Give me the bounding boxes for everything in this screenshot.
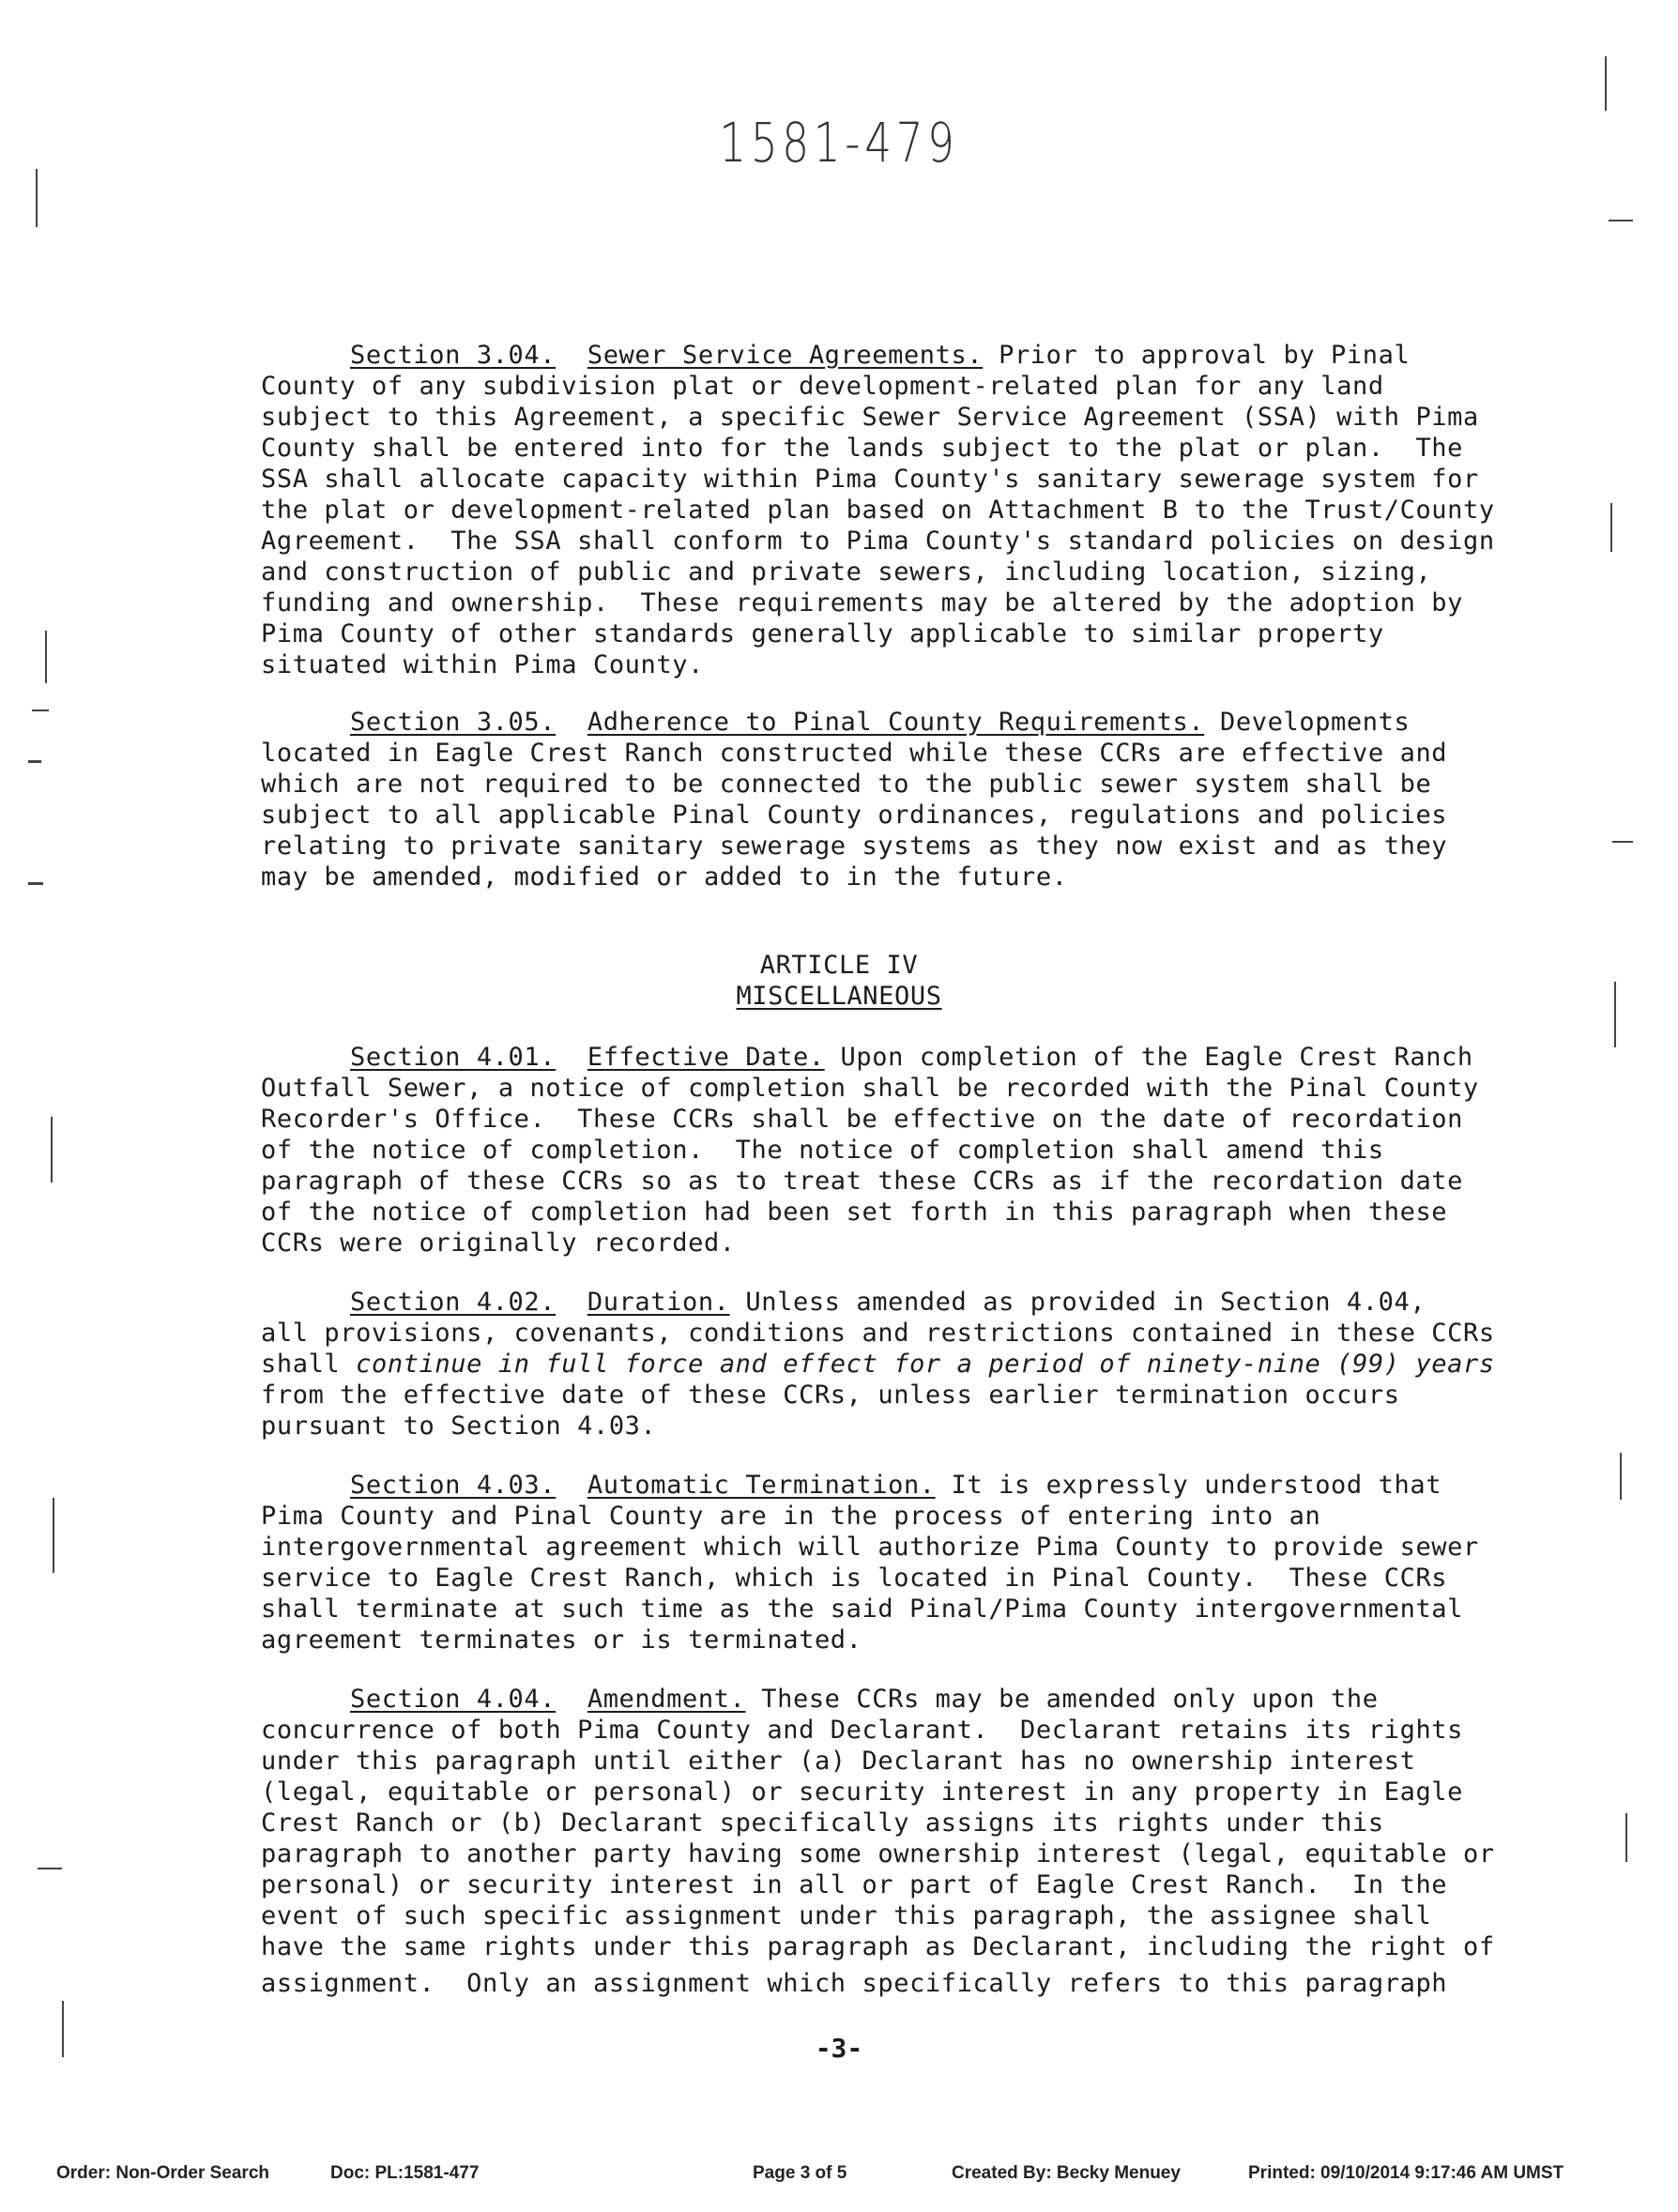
section-number: Section 4.02.: [350, 1288, 557, 1317]
section-title: Adherence to Pinal County Requirements.: [587, 708, 1205, 737]
section-3-05: Section 3.05. Adherence to Pinal County Requirements. Developments located in Eagle Crest Ranch constructed while these CCRs are effective and which are not required to be connected to the public sewer system shall be subject to all applicable Pinal County ordinances, regulations and policies relating to private sanitary sewerage systems as they now exist and as they may be amended, modified or added to in the future.: [261, 707, 1481, 892]
text-line: intergovernmental agreement which will authorize Pima County to provide sewer: [261, 1533, 1479, 1562]
section-title: Duration.: [587, 1288, 730, 1317]
text-line: have the same rights under this paragraph as Declarant, including the right of: [261, 1932, 1495, 1961]
page-number: -3-: [815, 2033, 863, 2064]
text-line: from the effective date of these CCRs, unless earlier termination occurs: [261, 1381, 1400, 1410]
section-number: Section 4.01.: [350, 1043, 557, 1072]
scan-mark: [32, 709, 49, 711]
footer-printed: Printed: 09/10/2014 9:17:46 AM UMST: [1248, 2163, 1564, 2183]
text-line: paragraph of these CCRs so as to treat these CCRs as if the recordation date: [261, 1167, 1464, 1196]
text-line: Pima County and Pinal County are in the process of entering into an: [261, 1502, 1321, 1531]
footer-doc: Doc: PL:1581-477: [330, 2163, 480, 2183]
text-line: CCRs were originally recorded.: [261, 1228, 736, 1258]
text-line: Agreement. The SSA shall conform to Pima County's standard policies on design: [261, 526, 1495, 556]
footer-created-by: Created By: Becky Menuey: [952, 2163, 1181, 2183]
print-footer: [0, 2163, 1678, 2189]
text-line: relating to private sanitary sewerage systems as they now exist and as they: [261, 831, 1448, 861]
footer-page: Page 3 of 5: [753, 2163, 847, 2183]
text-line: all provisions, covenants, conditions and restrictions contained in these CCRs: [261, 1319, 1495, 1348]
text-line: under this paragraph until either (a) Declarant has no ownership interest: [261, 1747, 1416, 1776]
scan-mark: [1605, 56, 1607, 111]
text-line: service to Eagle Crest Ranch, which is located in Pinal County. These CCRs: [261, 1564, 1448, 1593]
text-line: personal) or security interest in all or part of Eagle Crest Ranch. In the: [261, 1870, 1448, 1899]
text-line: may be amended, modified or added to in the future.: [261, 862, 1068, 892]
section-number: Section 4.04.: [350, 1685, 557, 1714]
text-line: agreement terminates or is terminated.: [261, 1625, 862, 1655]
article-number: ARTICLE IV: [759, 951, 919, 980]
section-3-04: Section 3.04. Sewer Service Agreements. Prior to approval by Pinal County of any subdivision plat or development-related plan for any land subject to this Agreement, a specific Sewer Service Agreement (SSA) with Pima County shall be entered into for the lands subject to the plat or plan. The SSA shall allocate capacity within Pima County's sanitary sewerage system for the plat or development-related plan based on Attachment B to the Trust/County Agreement. The SSA shall conform to Pima County's standard policies on design and construction of public and private sewers, including location, sizing, funding and ownership. These requirements may be altered by the adoption by Pima County of other standards generally applicable to similar property situated within Pima County.: [261, 341, 1495, 679]
scan-mark: [28, 760, 41, 763]
scan-mark: [1625, 1813, 1627, 1862]
section-title: Effective Date.: [587, 1043, 825, 1072]
text-line: subject to this Agreement, a specific Sewer Service Agreement (SSA) with Pima: [261, 403, 1479, 432]
document-number: 1581-479: [719, 111, 959, 175]
text-line: County of any subdivision plat or development-related plan for any land: [261, 372, 1384, 401]
text-line: the plat or development-related plan based on Attachment B to the Trust/County: [261, 496, 1495, 525]
scan-mark: [51, 1117, 53, 1182]
text-line: County shall be entered into for the lands subject to the plat or plan. The: [261, 434, 1464, 463]
section-title: Automatic Termination.: [587, 1471, 936, 1500]
section-number: Section 3.04.: [350, 341, 557, 370]
text-line: Recorder's Office. These CCRs shall be effective on the date of recordation: [261, 1105, 1464, 1134]
section-title: Sewer Service Agreements.: [587, 341, 984, 370]
text-line: shall terminate at such time as the said Pinal/Pima County intergovernmental: [261, 1594, 1464, 1624]
article-heading: [0, 950, 1678, 1012]
text-line: concurrence of both Pima County and Declarant. Declarant retains its rights: [261, 1716, 1464, 1745]
text-line: Pima County of other standards generally applicable to similar property: [261, 619, 1384, 648]
scan-mark: [38, 1868, 62, 1869]
text-line: of the notice of completion. The notice of completion shall amend this: [261, 1136, 1384, 1165]
section-4-03: Section 4.03. Automatic Termination. It is expressly understood that Pima County and Pinal County are in the process of entering into an intergovernmental agreement which will authorize Pima County to provide sewer service to Eagle Crest Ranch, which is located in Pinal County. These CCRs shall terminate at such time as the said Pinal/Pima County intergovernmental agreement terminates or is terminated.: [261, 1470, 1481, 1655]
text-line: event of such specific assignment under this paragraph, the assignee shall: [261, 1901, 1432, 1930]
footer-order: Order: Non-Order Search: [56, 2163, 269, 2183]
text-line: pursuant to Section 4.03.: [261, 1411, 657, 1441]
text-line: and construction of public and private sewers, including location, sizing,: [261, 557, 1432, 587]
text-line: (legal, equitable or personal) or security interest in any property in Eagle: [261, 1777, 1464, 1807]
scan-mark: [36, 169, 38, 227]
section-4-04: Section 4.04. Amendment. These CCRs may be amended only upon the concurrence of both Pima County and Declarant. Declarant retains its rights under this paragraph until either (a) Declarant has no ownership interest (legal, equitable or personal) or security interest in any property in Eagle Crest Ranch or (b) Declarant specifically assigns its rights under this paragraph to another party having some ownership interest (legal, equitable or personal) or security interest in all or part of Eagle Crest Ranch. In the event of such specific assignment under this paragraph, the assignee shall have the same rights under this paragraph as Declarant, including the right of assignment. Only an assignment which specifically refers to this paragraph: [261, 1685, 1495, 1998]
scan-mark: [1620, 1453, 1622, 1500]
section-number: Section 4.03.: [350, 1471, 557, 1500]
text-line: Outfall Sewer, a notice of completion shall be recorded with the Pinal County: [261, 1074, 1479, 1103]
text-line: which are not required to be connected to the public sewer system shall be: [261, 770, 1432, 799]
text-line: funding and ownership. These requirements may be altered by the adoption by: [261, 588, 1464, 618]
scan-mark: [1609, 220, 1633, 221]
scan-mark: [45, 631, 47, 683]
text-line: subject to all applicable Pinal County ordinances, regulations and policies: [261, 801, 1448, 830]
scan-mark: [1610, 503, 1612, 552]
scan-mark: [1612, 841, 1633, 843]
scan-mark: [28, 882, 43, 885]
section-4-02: Section 4.02. Duration. Unless amended as provided in Section 4.04, all provisions, covenants, conditions and restrictions contained in these CCRs shall continue in full force and effect for a period of ninety-nine (99) years from the effective date of these CCRs, unless earlier termination occurs pursuant to Section 4.03.: [261, 1288, 1495, 1441]
section-4-01: Section 4.01. Effective Date. Upon completion of the Eagle Crest Ranch Outfall Sewer, a notice of completion shall be recorded with the Pinal County Recorder's Office. These CCRs shall be effective on the date of recordation of the notice of completion. The notice of completion shall amend this paragraph of these CCRs so as to treat these CCRs as if the recordation date of the notice of completion had been set forth in this paragraph when these CCRs were originally recorded.: [261, 1042, 1481, 1259]
text-line: SSA shall allocate capacity within Pima County's sanitary sewerage system for: [261, 465, 1479, 494]
text-line: paragraph to another party having some ownership interest (legal, equitable or: [261, 1839, 1495, 1869]
text-line: assignment. Only an assignment which specifically refers to this paragraph: [261, 1969, 1448, 1998]
text-line: shall continue in full force and effect for a period of ninety-nine (99) years: [261, 1350, 1495, 1379]
text-line: located in Eagle Crest Ranch constructed while these CCRs are effective and: [261, 739, 1448, 768]
text-line: Crest Ranch or (b) Declarant specifically assigns its rights under this: [261, 1808, 1384, 1838]
section-title: Amendment.: [587, 1685, 746, 1714]
section-number: Section 3.05.: [350, 708, 557, 737]
text-line: of the notice of completion had been set forth in this paragraph when these: [261, 1198, 1448, 1227]
scan-mark: [53, 1498, 54, 1573]
text-line: situated within Pima County.: [261, 650, 704, 679]
article-title: MISCELLANEOUS: [736, 982, 942, 1011]
